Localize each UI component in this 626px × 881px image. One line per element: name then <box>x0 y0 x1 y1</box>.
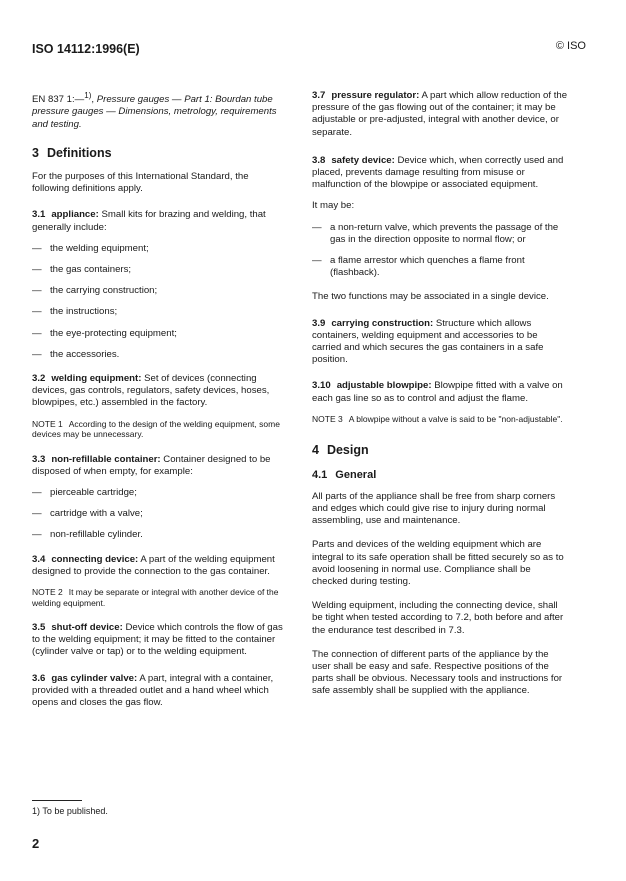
definition-appliance <box>32 209 286 233</box>
paragraph: The connection of different parts of the appliance by the user shall be easy and safe. Respective positions of the parts shall be obvious. Necessary tools and instructions for safe assembly shall be supplied with the appliance. <box>312 648 563 697</box>
definition-pressure-regulator <box>312 90 568 139</box>
definition-number: 3.1 <box>32 209 46 221</box>
definition-term: non-refillable container: <box>51 453 161 465</box>
appliance-list <box>32 243 286 361</box>
definition-gas-cylinder-valve <box>32 673 286 710</box>
definition-non-refillable-container <box>32 454 286 478</box>
normative-reference <box>32 90 286 131</box>
section-number: 4 <box>312 443 319 458</box>
definition-term: shut-off device: <box>51 622 123 634</box>
footnote-rule <box>32 800 82 801</box>
definition-term: appliance: <box>51 209 99 221</box>
definition-text: A part, integral with a container, provided with a threaded outlet and a hand wheel which opens and closes the gas flow. <box>32 672 274 709</box>
definition-safety-device <box>312 155 568 192</box>
definition-term: connecting device: <box>51 553 139 565</box>
definition-term: pressure regulator: <box>331 90 420 101</box>
section-title: Design <box>326 443 369 458</box>
definition-shut-off-device <box>32 622 286 659</box>
definition-text: Structure which allows containers, welding equipment and accessories to be carried and which secures the gas containers in a safe position. <box>312 317 544 366</box>
footnote: 1) To be published. <box>32 806 108 816</box>
reference-number: EN 837 1:— <box>32 94 85 106</box>
container-list <box>32 487 286 542</box>
list-item: — cartridge with a valve; <box>32 508 286 520</box>
note-text: A blowpipe without a valve is said to be "non-adjustable". <box>348 413 563 424</box>
section-title: Definitions <box>46 145 112 160</box>
definition-text: Container designed to be disposed of when empty, for example: <box>32 453 271 477</box>
definition-number: 3.7 <box>312 90 326 101</box>
subsection-title: General <box>335 468 377 481</box>
note-label: NOTE 1 <box>32 418 63 429</box>
list-item: — the gas containers; <box>32 264 286 276</box>
definition-number: 3.8 <box>312 154 326 166</box>
section-number: 3 <box>32 145 39 160</box>
reference-separator: , <box>91 94 97 106</box>
definition-number: 3.10 <box>312 380 331 392</box>
definition-number: 3.2 <box>32 373 46 385</box>
note-1 <box>32 419 286 440</box>
paragraph: All parts of the appliance shall be free from sharp corners and edges which could give rise to injury during normal assembling, use and maintenance. <box>312 490 556 527</box>
list-item: — a flame arrestor which quenches a flame front (flashback). <box>312 255 568 279</box>
definition-term: safety device: <box>331 154 395 166</box>
list-item: — the carrying construction; <box>32 285 286 297</box>
definition-welding-equipment <box>32 373 286 410</box>
reference-title: Pressure gauges — Part 1: Bourdan tube pressure gauges — Dimensions, metrology, requirements and testing. <box>32 94 277 130</box>
list-item: — the welding equipment; <box>32 243 286 255</box>
note-text: It may be separate or integral with another device of the welding equipment. <box>32 587 279 608</box>
subsection-number: 4.1 <box>312 468 328 481</box>
definition-text: Set of devices (connecting devices, gas controls, regulators, safety devices, hoses, blowpipes, etc.) assembled in the factory. <box>32 373 270 409</box>
document-header-standard: ISO 14112:1996(E) <box>32 42 140 56</box>
note-label: NOTE 3 <box>312 413 343 424</box>
definition-text: A part of the welding equipment designed to provide the connection to the gas container. <box>32 553 275 577</box>
paragraph: Parts and devices of the welding equipment which are integral to its safe operation shall be fitted securely so as to avoid loosening in normal use. Compliance shall be checked during testing. <box>312 539 564 587</box>
definition-text: A part which allow reduction of the pressure of the gas flowing out of the container; it may be adjustable or pre-adjusted, integral with another device, or separate. <box>312 90 568 138</box>
safety-device-note: The two functions may be associated in a single device. <box>312 291 549 303</box>
right-column <box>312 90 568 707</box>
definition-term: adjustable blowpipe: <box>336 380 432 392</box>
paragraph: Welding equipment, including the connecting device, shall be tight when tested according to 7.2, both before and after the endurance test described in 7.3. <box>312 600 564 636</box>
definition-connecting-device <box>32 554 286 578</box>
definition-number: 3.5 <box>32 622 46 634</box>
definition-number: 3.9 <box>312 317 326 329</box>
list-item: — a non-return valve, which prevents the passage of the gas in the direction opposite to normal flow; or <box>312 222 568 246</box>
note-2 <box>32 587 286 608</box>
definition-text: Small kits for brazing and welding, that generally include: <box>32 209 266 233</box>
safety-device-lead: It may be: <box>312 200 355 212</box>
footnote-mark: 1) <box>84 91 92 100</box>
page-number: 2 <box>32 836 40 851</box>
copyright-mark: © ISO <box>555 40 586 52</box>
definition-term: gas cylinder valve: <box>51 672 138 684</box>
list-item: — non-refillable cylinder. <box>32 529 286 541</box>
definition-number: 3.6 <box>32 672 46 684</box>
list-item: — the instructions; <box>32 306 286 318</box>
definition-text: Device which controls the flow of gas to the welding equipment; it may be fitted to the container (cylinder valve or tap) or to the welding equipment. <box>32 622 283 658</box>
definition-number: 3.3 <box>32 453 46 465</box>
list-item: — the accessories. <box>32 349 286 361</box>
definition-text: Blowpipe fitted with a valve on each gas line so as to control and adjust the flame. <box>312 380 563 404</box>
section-heading-definitions <box>32 147 286 159</box>
note-text: According to the design of the welding equipment, some devices may be unnecessary. <box>32 418 280 440</box>
safety-device-list <box>312 222 568 280</box>
note-3 <box>312 414 568 425</box>
section-heading-design <box>312 444 568 456</box>
subsection-heading-general <box>312 469 568 481</box>
list-item: — the eye-protecting equipment; <box>32 328 286 340</box>
definition-carrying-construction <box>312 318 568 367</box>
definition-term: welding equipment: <box>51 373 142 385</box>
list-item: — pierceable cartridge; <box>32 487 286 499</box>
definition-text: Device which, when correctly used and placed, prevents damage resulting from misuse or malfunction of the blowpipe or associated equipment. <box>312 154 564 191</box>
note-label: NOTE 2 <box>32 587 63 598</box>
left-column <box>32 90 286 718</box>
definitions-intro: For the purposes of this International Standard, the following definitions apply. <box>32 171 249 195</box>
definition-term: carrying construction: <box>331 317 434 329</box>
definition-adjustable-blowpipe <box>312 380 568 404</box>
definition-number: 3.4 <box>32 553 46 565</box>
